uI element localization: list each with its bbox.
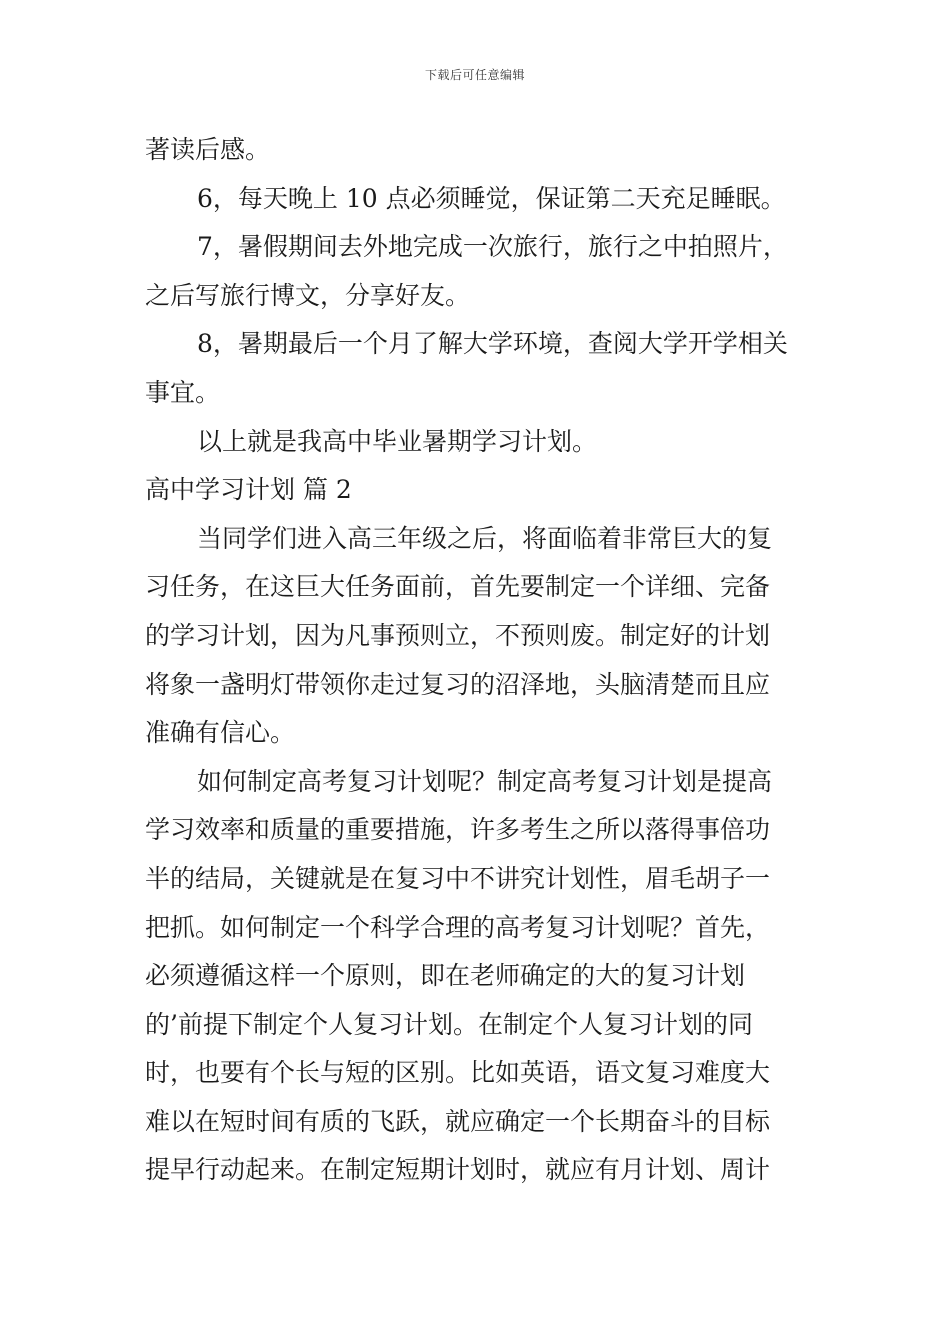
text-line: 时，也要有个长与短的区别。比如英语，语文复习难度大 [145, 1058, 771, 1088]
text-line: 习任务，在这巨大任务面前，首先要制定一个详细、完备 [145, 572, 771, 602]
text-line: 6，每天晚上 10 点必须睡觉，保证第二天充足睡眠。 [197, 183, 786, 213]
text-line: 的学习计划，因为凡事预则立，不预则废。制定好的计划 [145, 620, 771, 650]
text-line: 如何制定高考复习计划呢？制定高考复习计划是提高 [197, 766, 773, 796]
text-line: 将象一盏明灯带领你走过复习的沼泽地，头脑清楚而且应 [145, 669, 771, 699]
text-line: 提早行动起来。在制定短期计划时，就应有月计划、周计 [145, 1155, 771, 1185]
text-line: 8，暑期最后一个月了解大学环境，查阅大学开学相关 [197, 329, 788, 359]
text-line: 准确有信心。 [145, 718, 296, 748]
text-line: 必须遵循这样一个原则，即在老师确定的大的复习计划 [145, 961, 746, 991]
text-line: 事宜。 [145, 377, 221, 407]
text-line: 之后写旅行博文，分享好友。 [145, 280, 471, 310]
text-line: 学习效率和质量的重要措施，许多考生之所以落得事倍功 [145, 815, 771, 845]
text-line: 以上就是我高中毕业暑期学习计划。 [197, 426, 598, 456]
text-line: 著读后感。 [145, 135, 271, 164]
text-line: 7，暑假期间去外地完成一次旅行，旅行之中拍照片， [197, 232, 788, 262]
text-line: 的’前提下制定个人复习计划。在制定个人复习计划的同 [145, 1009, 753, 1039]
text-line: 半的结局，关键就是在复习中不讲究计划性，眉毛胡子一 [145, 863, 771, 893]
text-line: 难以在短时间有质的飞跃，就应确定一个长期奋斗的目标 [145, 1106, 771, 1136]
document-body [145, 126, 807, 1195]
text-line: 当同学们进入高三年级之后，将面临着非常巨大的复 [197, 523, 773, 553]
page-header-note: 下载后可任意编辑 [424, 68, 525, 82]
text-line: 把抓。如何制定一个科学合理的高考复习计划呢？首先， [145, 912, 771, 942]
section-heading: 高中学习计划 篇 2 [145, 475, 352, 505]
